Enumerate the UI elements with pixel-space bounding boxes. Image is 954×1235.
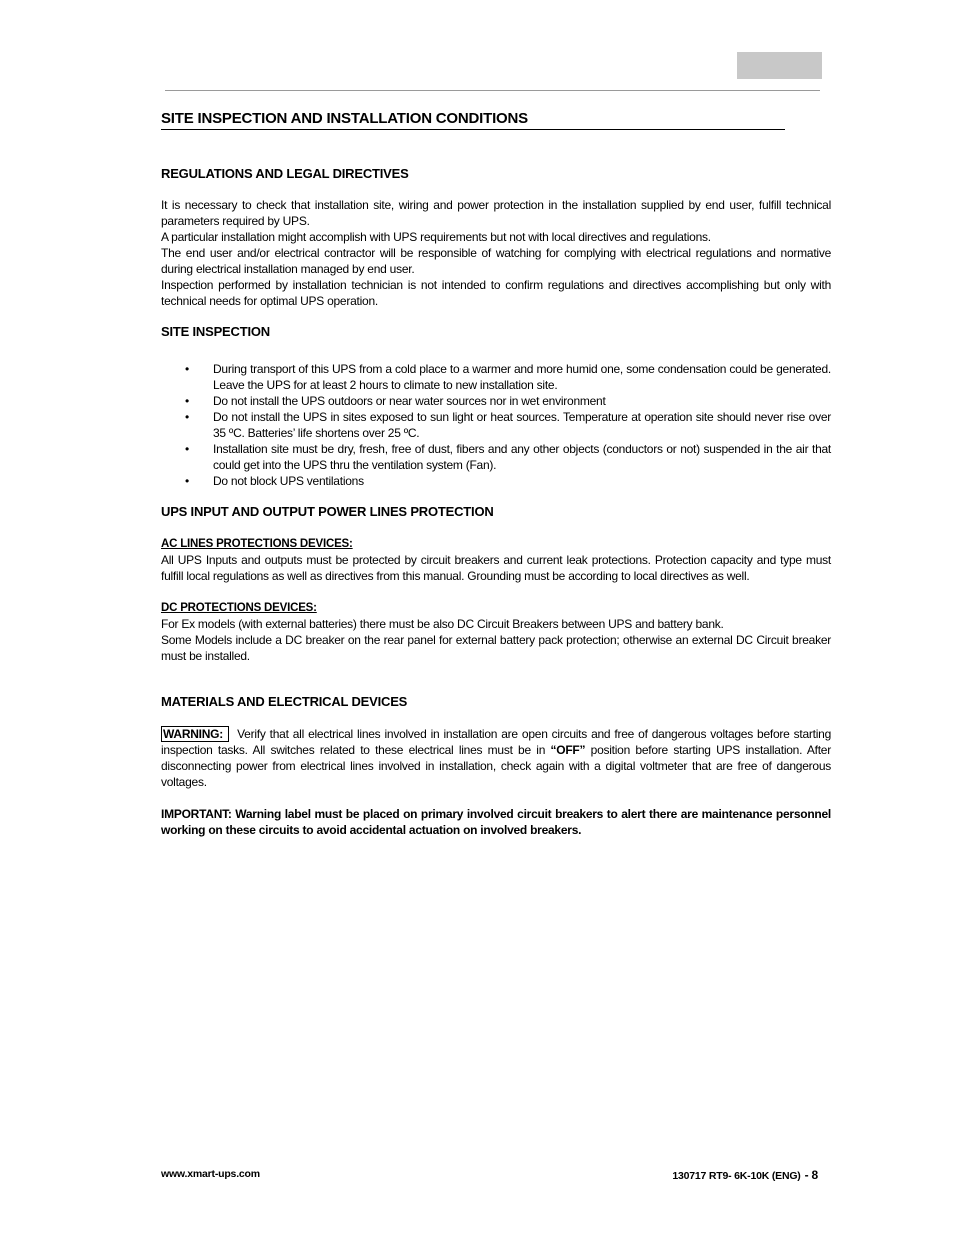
bullet-icon: •: [185, 362, 189, 376]
list-item: • Do not install the UPS in sites exposed to sun light or heat sources. Temperature at operation site should never rise over 35 ºC. Batteries’ life shortens over 25 ºC.: [185, 410, 831, 440]
footer-doc-code: 130717 RT9- 6K-10K (ENG): [672, 1170, 801, 1182]
page-content: [161, 110, 831, 838]
warning-label: WARNING:: [161, 726, 229, 742]
warning-paragraph: WARNING: Verify that all electrical lines involved in installation are open circuits and free of dangerous voltages before starting inspection tasks. All switches related to these electrical lines must be in “OFF” position before starting UPS installation. After disconnecting power from electrical lines involved in installation, check again with a digital voltmeter that are free of dangerous voltages.: [161, 727, 831, 789]
site-inspection-list: [161, 361, 831, 489]
footer-doc-info: [672, 1168, 818, 1182]
power-lines-heading: UPS INPUT AND OUTPUT POWER LINES PROTECTION: [161, 504, 494, 519]
dc-protections-heading: DC PROTECTIONS DEVICES:: [161, 602, 317, 614]
header-gray-tab: [737, 52, 822, 79]
header-rule: [165, 90, 820, 91]
regulations-paragraph-4: Inspection performed by installation technician is not intended to confirm regulations and directives accomplishing but only with technical needs for optimal UPS operation.: [161, 278, 831, 308]
regulations-paragraph-3: The end user and/or electrical contractor will be responsible of watching for complying with electrical regulations and normative during electrical installation managed by end user.: [161, 246, 831, 276]
bullet-icon: •: [185, 442, 189, 456]
important-note: IMPORTANT: Warning label must be placed on primary involved circuit breakers to alert there are maintenance personnel working on these circuits to avoid accidental actuation on involved breakers.: [161, 807, 831, 837]
dc-protections-text-2: Some Models include a DC breaker on the rear panel for external battery pack protection; otherwise an external DC Circuit breaker must be installed.: [161, 633, 831, 663]
dc-protections-text-1: For Ex models (with external batteries) there must be also DC Circuit Breakers between UPS and battery bank.: [161, 617, 724, 631]
footer-website: www.xmart-ups.com: [161, 1168, 260, 1180]
ac-protections-text: All UPS Inputs and outputs must be protected by circuit breakers and current leak protections. Protection capacity and type must fulfill local regulations as well as directives from this manual. Grounding must be according to local directives as well.: [161, 553, 831, 583]
list-item: • Do not block UPS ventilations: [185, 474, 364, 488]
list-item: • During transport of this UPS from a cold place to a warmer and more humid one, some condensation could be generated. Leave the UPS for at least 2 hours to climate to new installation site.: [185, 362, 831, 392]
list-item: • Do not install the UPS outdoors or near water sources nor in wet environment: [185, 394, 606, 408]
list-item: • Installation site must be dry, fresh, free of dust, fibers and any other objects (conductors or not) suspended in the air that could get into the UPS thru the ventilation system (Fan).: [185, 442, 831, 472]
page-number: - 8: [804, 1168, 818, 1182]
ac-protections-heading: AC LINES PROTECTIONS DEVICES:: [161, 538, 353, 550]
bullet-icon: •: [185, 474, 189, 488]
regulations-paragraph-1: It is necessary to check that installation site, wiring and power protection in the installation supplied by end user, fulfill technical parameters required by UPS.: [161, 198, 831, 228]
regulations-heading: REGULATIONS AND LEGAL DIRECTIVES: [161, 166, 409, 181]
page-title: SITE INSPECTION AND INSTALLATION CONDITIONS: [161, 110, 785, 130]
off-keyword: “OFF”: [550, 743, 586, 757]
bullet-icon: •: [185, 394, 189, 408]
site-inspection-heading: SITE INSPECTION: [161, 324, 270, 339]
regulations-paragraph-2: A particular installation might accomplish with UPS requirements but not with local directives and regulations.: [161, 230, 711, 244]
materials-heading: MATERIALS AND ELECTRICAL DEVICES: [161, 694, 408, 709]
bullet-icon: •: [185, 410, 189, 424]
